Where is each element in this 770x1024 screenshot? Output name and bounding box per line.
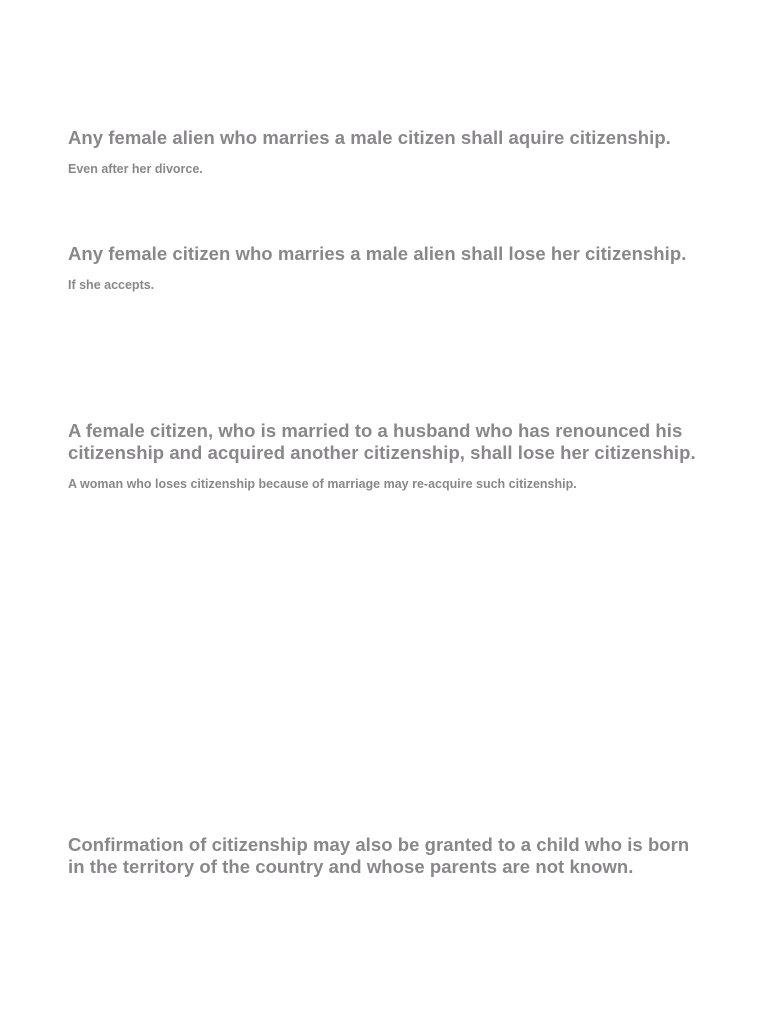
statement-block-unknown-parents — [68, 834, 718, 878]
statement-heading — [68, 834, 718, 878]
statement-note: If she accepts. — [68, 278, 155, 292]
statement-heading-line: in the territory of the country and whose parents are not known. — [68, 856, 634, 877]
statement-heading: Any female citizen who marries a male alien shall lose her citizenship. — [68, 243, 687, 264]
statement-heading: Any female alien who marries a male citizen shall aquire citizenship. — [68, 127, 671, 148]
statement-heading — [68, 420, 718, 464]
statement-heading-line: A female citizen, who is married to a husband who has renounced his — [68, 420, 683, 441]
statement-note: Even after her divorce. — [68, 162, 203, 176]
statement-note: A woman who loses citizenship because of marriage may re-acquire such citizenship. — [68, 477, 577, 491]
statement-block-renounced-husband — [68, 420, 718, 492]
statement-heading-line: citizenship and acquired another citizenship, shall lose her citizenship. — [68, 442, 696, 463]
statement-block-female-alien — [68, 127, 718, 177]
statement-block-female-citizen — [68, 243, 718, 293]
statement-heading-line: Confirmation of citizenship may also be granted to a child who is born — [68, 834, 690, 855]
